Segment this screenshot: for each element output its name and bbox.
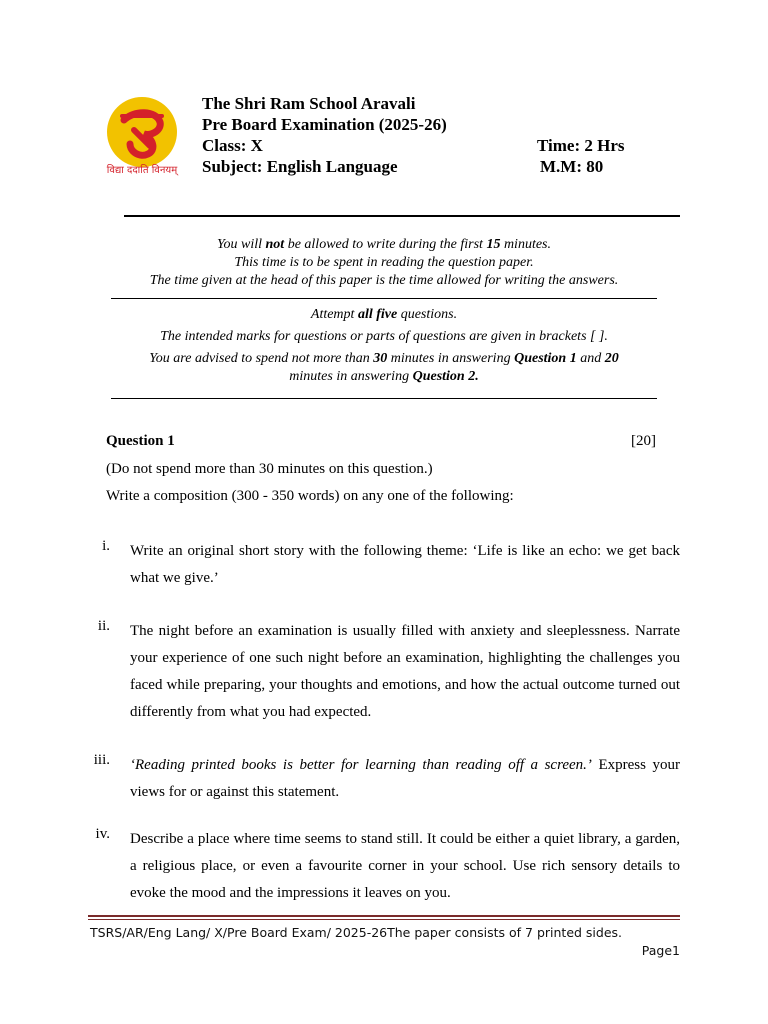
class-label: Class: X <box>202 136 263 155</box>
time-label: Time: 2 Hrs <box>537 136 625 155</box>
instruction-line: You will not be allowed to write during the first 15 minutes. <box>217 237 551 252</box>
footer-code: TSRS/AR/Eng Lang/ X/Pre Board Exam/ 2025-26The paper consists of 7 printed sides. <box>90 925 623 940</box>
option-text: ‘Reading printed books is better for learning than reading off a screen.’ Express your views for or against this statement. <box>130 757 680 800</box>
header-right <box>537 135 677 177</box>
footer-rule <box>88 919 680 920</box>
header-left <box>202 93 532 177</box>
shri-ram-school-logo-icon <box>104 96 180 176</box>
option-number: ii. <box>97 618 110 634</box>
instruction-line: This time is to be spent in reading the question paper. <box>234 255 534 270</box>
header-divider <box>124 215 680 217</box>
footer-rule <box>88 915 680 917</box>
option-text: Write an original short story with the following theme: ‘Life is like an echo: we get back what we give.’ <box>130 543 680 586</box>
instructions-divider <box>111 298 657 299</box>
question-note: (Do not spend more than 30 minutes on this question.) <box>106 461 433 477</box>
instructions-divider <box>111 398 657 399</box>
max-marks-label: M.M: 80 <box>540 157 604 176</box>
school-logo <box>104 96 180 176</box>
instruction-line: You are advised to spend not more than 30 minutes in answering Question 1 and 20 minutes in answering Question 2. <box>149 351 619 384</box>
page-number: Page1 <box>641 943 680 958</box>
school-name: The Shri Ram School Aravali <box>202 94 416 113</box>
option-number: iii. <box>93 752 110 768</box>
instruction-line: The intended marks for questions or parts of questions are given in brackets [ ]. <box>160 329 608 344</box>
option-number: iv. <box>95 826 110 842</box>
question-title: Question 1 <box>106 433 175 449</box>
exam-name: Pre Board Examination (2025-26) <box>202 115 447 134</box>
option-quote: ‘Reading printed books is better for learning than reading off a screen.’ <box>130 757 592 773</box>
question-instruction: Write a composition (300 - 350 words) on any one of the following: <box>106 488 514 504</box>
instruction-line: The time given at the head of this paper is the time allowed for writing the answers. <box>149 273 619 288</box>
reading-instructions <box>111 236 657 290</box>
option-number: i. <box>102 538 110 554</box>
logo-motto: विद्या ददाति विनयम् <box>106 165 178 176</box>
instruction-line: Attempt all five questions. <box>310 307 458 322</box>
option-text: Describe a place where time seems to stand still. It could be either a quiet library, a garden, a religious place, or even a favourite corner in your school. Use rich sensory details to evoke the mood and the impressions it leaves on you. <box>130 831 680 901</box>
option-text: The night before an examination is usually filled with anxiety and sleeplessness. Narrate your experience of one such night before an examination, highlighting the challenges you faced while preparing, your thoughts and emotions, and how the actual outcome turned out differently from what you had expected. <box>130 623 680 720</box>
question-marks: [20] <box>631 433 656 449</box>
subject-label: Subject: English Language <box>202 157 398 176</box>
general-instructions <box>111 306 657 386</box>
